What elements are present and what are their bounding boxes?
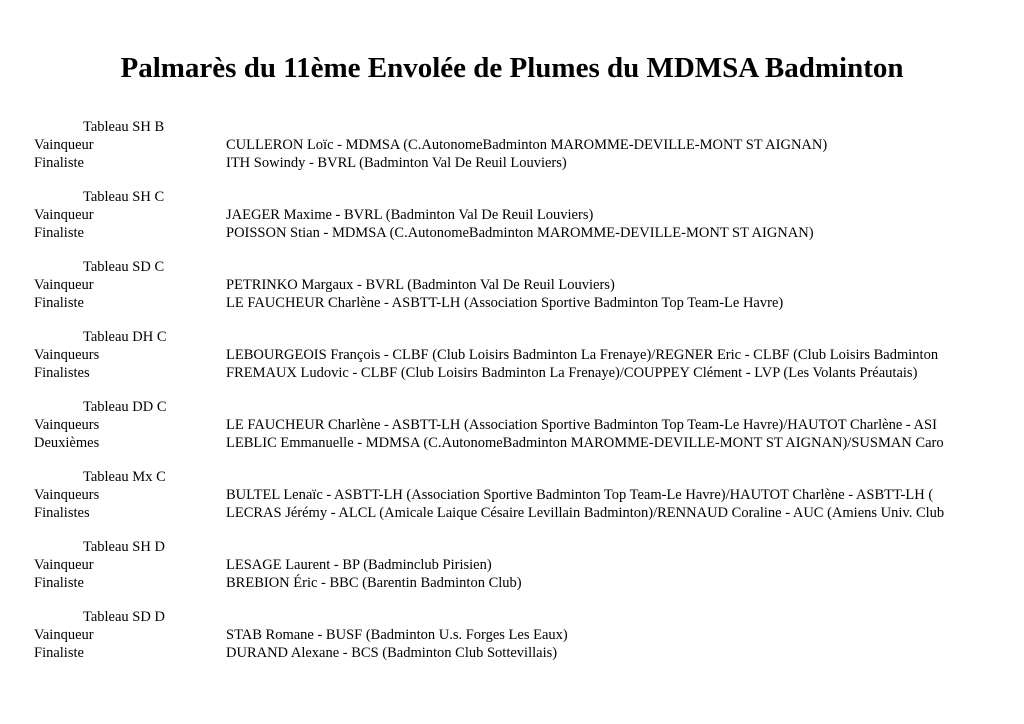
role-label: Vainqueur <box>34 627 94 643</box>
player-entry: FREMAUX Ludovic - CLBF (Club Loisirs Badminton La Frenaye)/COUPPEY Clément - LVP (Les Volants Préautais) <box>226 365 918 381</box>
role-label: Finaliste <box>34 295 84 311</box>
role-label: Vainqueur <box>34 557 94 573</box>
section-header: Tableau SD D <box>83 609 165 625</box>
role-label: Finaliste <box>34 575 84 591</box>
section-sh-d <box>0 538 990 608</box>
result-row <box>0 416 990 434</box>
role-label: Vainqueur <box>34 137 94 153</box>
role-label: Finaliste <box>34 155 84 171</box>
player-entry: BULTEL Lenaïc - ASBTT-LH (Association Sportive Badminton Top Team-Le Havre)/HAUTOT Charlène - ASBTT-LH ( <box>226 487 934 503</box>
section-header: Tableau DD C <box>83 399 167 415</box>
section-sh-b <box>0 118 990 188</box>
player-entry: JAEGER Maxime - BVRL (Badminton Val De Reuil Louviers) <box>226 207 594 223</box>
section-header: Tableau Mx C <box>83 469 166 485</box>
result-row <box>0 434 990 452</box>
player-entry: BREBION Éric - BBC (Barentin Badminton Club) <box>226 575 522 591</box>
section-header: Tableau SH D <box>83 539 165 555</box>
role-label: Deuxièmes <box>34 435 100 451</box>
player-entry: LE FAUCHEUR Charlène - ASBTT-LH (Association Sportive Badminton Top Team-Le Havre) <box>226 295 784 311</box>
result-row <box>0 276 990 294</box>
player-entry: POISSON Stian - MDMSA (C.AutonomeBadminton MAROMME-DEVILLE-MONT ST AIGNAN) <box>226 225 814 241</box>
page-title: Palmarès du 11ème Envolée de Plumes du MDMSA Badminton <box>120 52 904 84</box>
section-mx-c <box>0 468 990 538</box>
result-row <box>0 504 990 522</box>
result-row <box>0 486 990 504</box>
result-row <box>0 224 990 242</box>
result-row <box>0 574 990 592</box>
result-row <box>0 154 990 172</box>
role-label: Vainqueur <box>34 277 94 293</box>
result-row <box>0 626 990 644</box>
role-label: Vainqueur <box>34 207 94 223</box>
result-row <box>0 556 990 574</box>
result-row <box>0 136 990 154</box>
section-dh-c <box>0 328 990 398</box>
section-header: Tableau SH B <box>83 119 165 135</box>
player-entry: STAB Romane - BUSF (Badminton U.s. Forges Les Eaux) <box>226 627 568 643</box>
result-row <box>0 346 990 364</box>
role-label: Vainqueurs <box>34 347 100 363</box>
player-entry: LEBLIC Emmanuelle - MDMSA (C.AutonomeBadminton MAROMME-DEVILLE-MONT ST AIGNAN)/SUSMAN Caro <box>226 435 944 451</box>
role-label: Finalistes <box>34 505 90 521</box>
results-list <box>0 118 990 678</box>
section-sh-c <box>0 188 990 258</box>
player-entry: CULLERON Loïc - MDMSA (C.AutonomeBadminton MAROMME-DEVILLE-MONT ST AIGNAN) <box>226 137 828 153</box>
section-header: Tableau SD C <box>83 259 165 275</box>
result-row <box>0 206 990 224</box>
player-entry: LESAGE Laurent - BP (Badminclub Pirisien) <box>226 557 492 573</box>
section-header: Tableau SH C <box>83 189 165 205</box>
player-entry: DURAND Alexane - BCS (Badminton Club Sottevillais) <box>226 645 558 661</box>
section-header: Tableau DH C <box>83 329 167 345</box>
role-label: Vainqueurs <box>34 417 100 433</box>
role-label: Finaliste <box>34 225 84 241</box>
result-row <box>0 364 990 382</box>
player-entry: LE FAUCHEUR Charlène - ASBTT-LH (Association Sportive Badminton Top Team-Le Havre)/HAUTOT Charlène - ASI <box>226 417 937 433</box>
player-entry: ITH Sowindy - BVRL (Badminton Val De Reuil Louviers) <box>226 155 567 171</box>
role-label: Vainqueurs <box>34 487 100 503</box>
player-entry: LECRAS Jérémy - ALCL (Amicale Laique Césaire Levillain Badminton)/RENNAUD Coraline - AUC (Amiens Univ. Club <box>226 505 945 521</box>
player-entry: LEBOURGEOIS François - CLBF (Club Loisirs Badminton La Frenaye)/REGNER Eric - CLBF (Club Loisirs Badminton <box>226 347 939 363</box>
section-sd-d <box>0 608 990 678</box>
result-row <box>0 644 990 662</box>
section-dd-c <box>0 398 990 468</box>
result-row <box>0 294 990 312</box>
section-sd-c <box>0 258 990 328</box>
player-entry: PETRINKO Margaux - BVRL (Badminton Val De Reuil Louviers) <box>226 277 615 293</box>
role-label: Finalistes <box>34 365 90 381</box>
role-label: Finaliste <box>34 645 84 661</box>
